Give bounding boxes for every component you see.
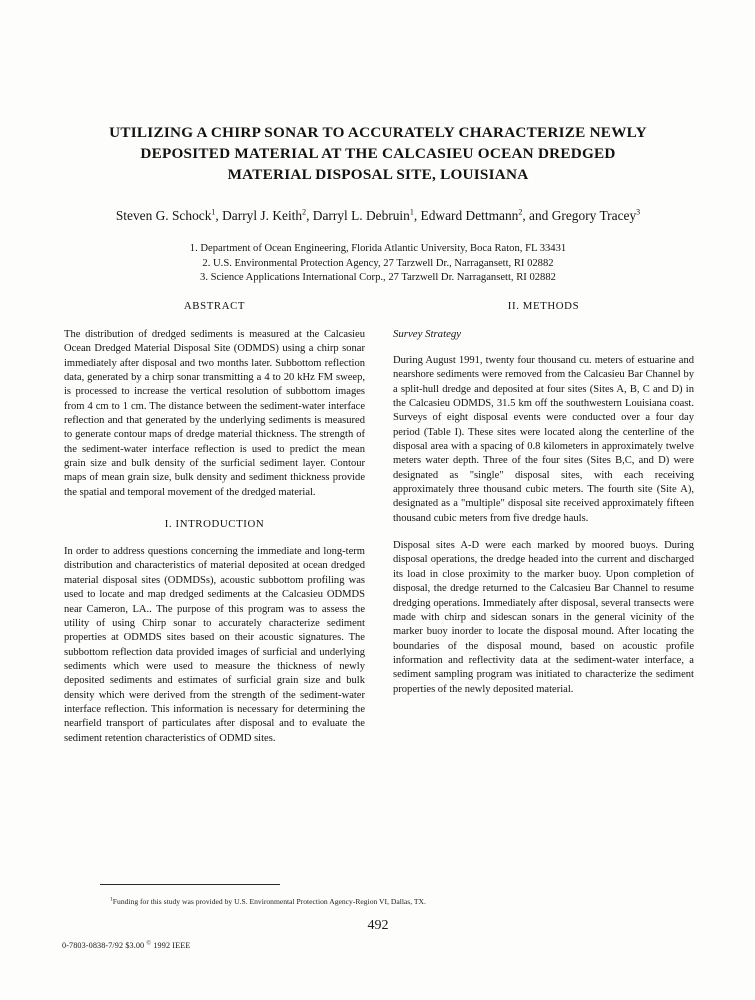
author-5-affiliation-marker: 3 xyxy=(636,207,641,217)
left-column xyxy=(64,300,365,759)
page-number: 492 xyxy=(367,918,389,933)
author-3: Darryl L. Debruin xyxy=(312,208,410,223)
copyright-prefix: 0-7803-0838-7/92 $3.00 xyxy=(62,941,147,950)
author-list xyxy=(62,207,694,225)
author-separator-2: , xyxy=(306,208,313,223)
author-2-affiliation-marker: 2 xyxy=(302,207,307,217)
footnote-marker: 1 xyxy=(110,896,113,903)
author-5: Gregory Tracey xyxy=(551,208,637,223)
footnote-divider xyxy=(100,884,280,885)
title-line-2: DEPOSITED MATERIAL AT THE CALCASIEU OCEAN DREDGED xyxy=(140,145,616,162)
copyright-symbol: © xyxy=(146,939,152,947)
author-separator-1: , xyxy=(215,208,223,223)
introduction-heading: I. INTRODUCTION xyxy=(164,518,265,531)
author-1: Steven G. Schock xyxy=(115,208,212,223)
copyright-suffix: 1992 IEEE xyxy=(151,941,191,950)
copyright-line xyxy=(62,941,190,950)
introduction-paragraph: In order to address questions concerning the immediate and long-term distribution and characteristics of material deposited at ocean dredged material disposal sites (ODMDSs), acoustic subbottom profiling was used to locate and map dredged sediments at the Calcasieu ODMDS near Cameron, LA.. The purpose of this program was to assess the utility of using Chirp sonar to accurately characterize sediment properties at ODMDS sites based on their acoustic signatures. The subbottom reflection data provided images of surficial and underlying sediments which were used to measure the thickness of newly deposited sediments and estimates of surficial grain size and bulk density which were derived from the strength of the sediment-water interface reflection. This information is necessary for determining the nearfield transport of particulates after disposal and to evaluate the sediment retention characteristics of ODMD sites. xyxy=(64,546,365,744)
author-3-affiliation-marker: 1 xyxy=(409,207,414,217)
methods-paragraph-1: During August 1991, twenty four thousand cu. meters of estuarine and nearshore sediments were removed from the Calcasieu Bar Channel by a split-hull dredge and deposited at four sites (Sites A, B, C and D) in the Calcasieu ODMDS, 31.5 km off the southwestern Louisiana coast. Surveys of eight disposal events were conducted over a four day period (Table I). These sites were located along the centerline of the disposal area with a spacing of 0.8 kilometers in approximately twelve meters water depth. Three of the four sites (Sites B,C, and D) were designated as "single" disposal sites, with each receiving approximately three thousand cubic meters. The fourth site (Site A), designated as a "multiple" disposal site received approximately fifteen thousand cubic meters from five dredge hauls. xyxy=(393,355,694,524)
affiliation-list xyxy=(62,242,694,286)
right-column xyxy=(393,300,694,759)
paper-title xyxy=(62,122,694,185)
author-4: Edward Dettmann xyxy=(420,208,519,223)
affiliation-1: 1. Department of Ocean Engineering, Florida Atlantic University, Boca Raton, FL 33431 xyxy=(189,243,567,254)
footnote xyxy=(110,896,670,907)
title-line-1: UTILIZING A CHIRP SONAR TO ACCURATELY CHARACTERIZE NEWLY xyxy=(109,124,647,141)
footnote-text: Funding for this study was provided by U.S. Environmental Protection Agency-Region VI, Dallas, TX. xyxy=(112,897,426,906)
author-4-affiliation-marker: 2 xyxy=(518,207,523,217)
author-2: Darryl J. Keith xyxy=(222,208,303,223)
title-line-3: MATERIAL DISPOSAL SITE, LOUISIANA xyxy=(227,166,529,183)
author-separator-4: , and xyxy=(522,208,552,223)
abstract-paragraph: The distribution of dredged sediments is measured at the Calcasieu Ocean Dredged Material Disposal Site (ODMDS) using a chirp sonar immediately after disposal and two months later. Subbottom reflection data, generated by a chirp sonar transmitting a 4 to 20 kHz FM sweep, is processed to increase the vertical resolution of subbottom images from 4 cm to 1 cm. The distance between the sediment-water interface reflection and that generated by the underlying sediments is measured to generate contour maps of dredge material thickness. The strength of the sediment-water interface reflection is used to predict the mean grain size and bulk density of the surficial sediment layer. Contour maps of mean grain size, bulk density and sediment thickness provide the spatial and temporal movement of the dredged material. xyxy=(64,329,365,498)
paper-content-area xyxy=(62,0,694,1000)
author-1-affiliation-marker: 1 xyxy=(211,207,216,217)
methods-heading: II. METHODS xyxy=(507,300,580,312)
affiliation-3: 3. Science Applications International Corp., 27 Tarzwell Dr. Narragansett, RI 02882 xyxy=(200,272,556,284)
abstract-heading: ABSTRACT xyxy=(183,300,246,312)
survey-strategy-subheading: Survey Strategy xyxy=(393,328,462,340)
affiliation-2: 2. U.S. Environmental Protection Agency, 27 Tarzwell Dr., Narragansett, RI 02882 xyxy=(202,257,554,269)
two-column-body xyxy=(64,300,694,759)
methods-paragraph-2: Disposal sites A-D were each marked by moored buoys. During disposal operations, the dredge headed into the current and discharged its load in close proximity to the marker buoy. Upon completion of disposal, the dredge returned to the Calcasieu Bar Channel to resume dredging operations. Immediately after disposal, several transects were made with chirp and sidescan sonars in the general vicinity of the marker buoy inorder to locate the disposal mound. After locating the boundaries of the disposal mound, based on acoustic profile information and reflectivity data at the sediment-water interface, a sediment sampling program was initiated to characterize the sediment properties of the newly deposited material. xyxy=(393,540,694,695)
author-separator-3: , xyxy=(413,208,421,223)
